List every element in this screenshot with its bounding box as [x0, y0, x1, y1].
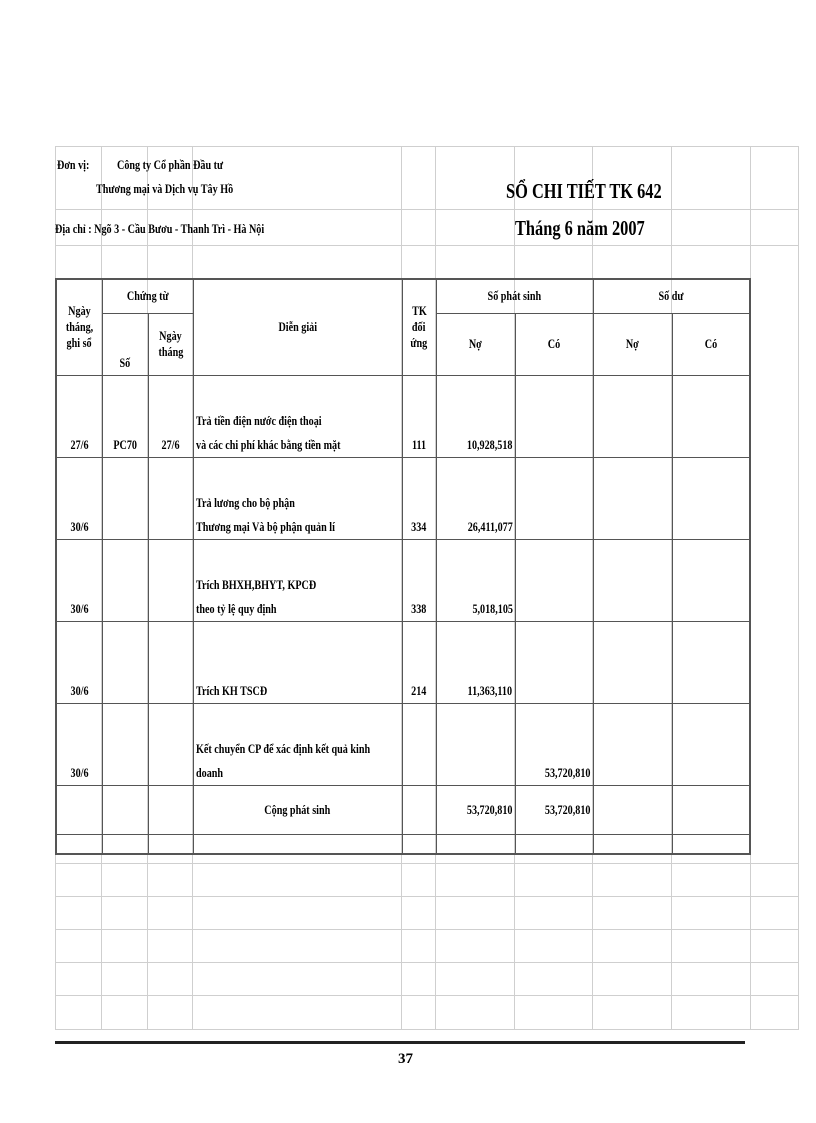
row-credit: 53,720,810 [515, 703, 593, 785]
row-balance-credit [672, 621, 750, 703]
col-balance-header: Số dư [593, 279, 750, 313]
col-voucher-date-header: Ngày tháng [148, 313, 193, 375]
row-voucher-no: PC70 [102, 375, 148, 457]
header-row-1 [56, 279, 750, 313]
row-balance-credit [672, 539, 750, 621]
row-balance-debit [593, 375, 672, 457]
total-credit: 53,720,810 [515, 785, 593, 834]
row-balance-debit [593, 703, 672, 785]
row-voucher-no [102, 457, 148, 539]
col-balance-credit-header: Có [672, 313, 750, 375]
col-date-header: Ngày tháng, ghi sổ [56, 279, 102, 375]
row-voucher-no [102, 539, 148, 621]
company-line-2: Thương mại và Dịch vụ Tây Hồ [96, 181, 234, 196]
row-balance-debit [593, 457, 672, 539]
row-debit: 26,411,077 [436, 457, 515, 539]
page-number: 37 [398, 1051, 413, 1067]
row-voucher-date: 27/6 [148, 375, 193, 457]
table-row [56, 703, 750, 785]
page-title: SỔ CHI TIẾT TK 642 [506, 179, 662, 203]
col-credit-header: Có [515, 313, 593, 375]
footer-rule [55, 1041, 745, 1044]
row-description: Trả lương cho bộ phận Thương mại Và bộ phận quản lí [193, 457, 402, 539]
total-row [56, 785, 750, 834]
row-account: 214 [402, 621, 436, 703]
table-row [56, 457, 750, 539]
table-row [56, 539, 750, 621]
period: Tháng 6 năm 2007 [515, 216, 645, 240]
spacer-row [56, 834, 750, 854]
row-debit [436, 703, 515, 785]
row-date: 30/6 [56, 457, 102, 539]
row-account: 338 [402, 539, 436, 621]
row-credit [515, 621, 593, 703]
col-voucher-no-header: Số [102, 313, 148, 375]
row-description: Trả tiền điện nước điện thoại và các chi phí khác bằng tiền mặt [193, 375, 402, 457]
row-voucher-date [148, 703, 193, 785]
row-debit: 11,363,110 [436, 621, 515, 703]
row-description: Trích KH TSCĐ [193, 621, 402, 703]
row-credit [515, 539, 593, 621]
row-date: 30/6 [56, 703, 102, 785]
row-date: 30/6 [56, 539, 102, 621]
row-balance-credit [672, 375, 750, 457]
row-voucher-no [102, 621, 148, 703]
col-arising-header: Số phát sinh [436, 279, 593, 313]
row-account [402, 703, 436, 785]
row-voucher-date [148, 539, 193, 621]
row-description: Kết chuyển CP để xác định kết quả kinh doanh [193, 703, 402, 785]
col-description-header: Diễn giải [193, 279, 402, 375]
row-description: Trích BHXH,BHYT, KPCĐ theo tỷ lệ quy định [193, 539, 402, 621]
total-label: Cộng phát sinh [193, 785, 402, 834]
col-account-header: TK đối ứng [402, 279, 436, 375]
row-balance-debit [593, 621, 672, 703]
ledger-table [55, 278, 751, 855]
address: Địa chỉ : Ngõ 3 - Cầu Bươu - Thanh Trì - Hà Nội [55, 221, 265, 236]
table-row [56, 375, 750, 457]
row-date: 27/6 [56, 375, 102, 457]
row-credit [515, 375, 593, 457]
row-voucher-no [102, 703, 148, 785]
total-debit: 53,720,810 [436, 785, 515, 834]
unit-label: Đơn vị: [57, 157, 90, 172]
company-line-1: Công ty Cổ phần Đầu tư [117, 157, 224, 172]
row-date: 30/6 [56, 621, 102, 703]
row-credit [515, 457, 593, 539]
row-account: 334 [402, 457, 436, 539]
table-row [56, 621, 750, 703]
row-debit: 5,018,105 [436, 539, 515, 621]
row-debit: 10,928,518 [436, 375, 515, 457]
col-voucher-header: Chứng từ [102, 279, 193, 313]
row-account: 111 [402, 375, 436, 457]
row-balance-debit [593, 539, 672, 621]
row-voucher-date [148, 457, 193, 539]
col-debit-header: Nợ [436, 313, 515, 375]
row-voucher-date [148, 621, 193, 703]
row-balance-credit [672, 703, 750, 785]
row-balance-credit [672, 457, 750, 539]
col-balance-debit-header: Nợ [593, 313, 672, 375]
